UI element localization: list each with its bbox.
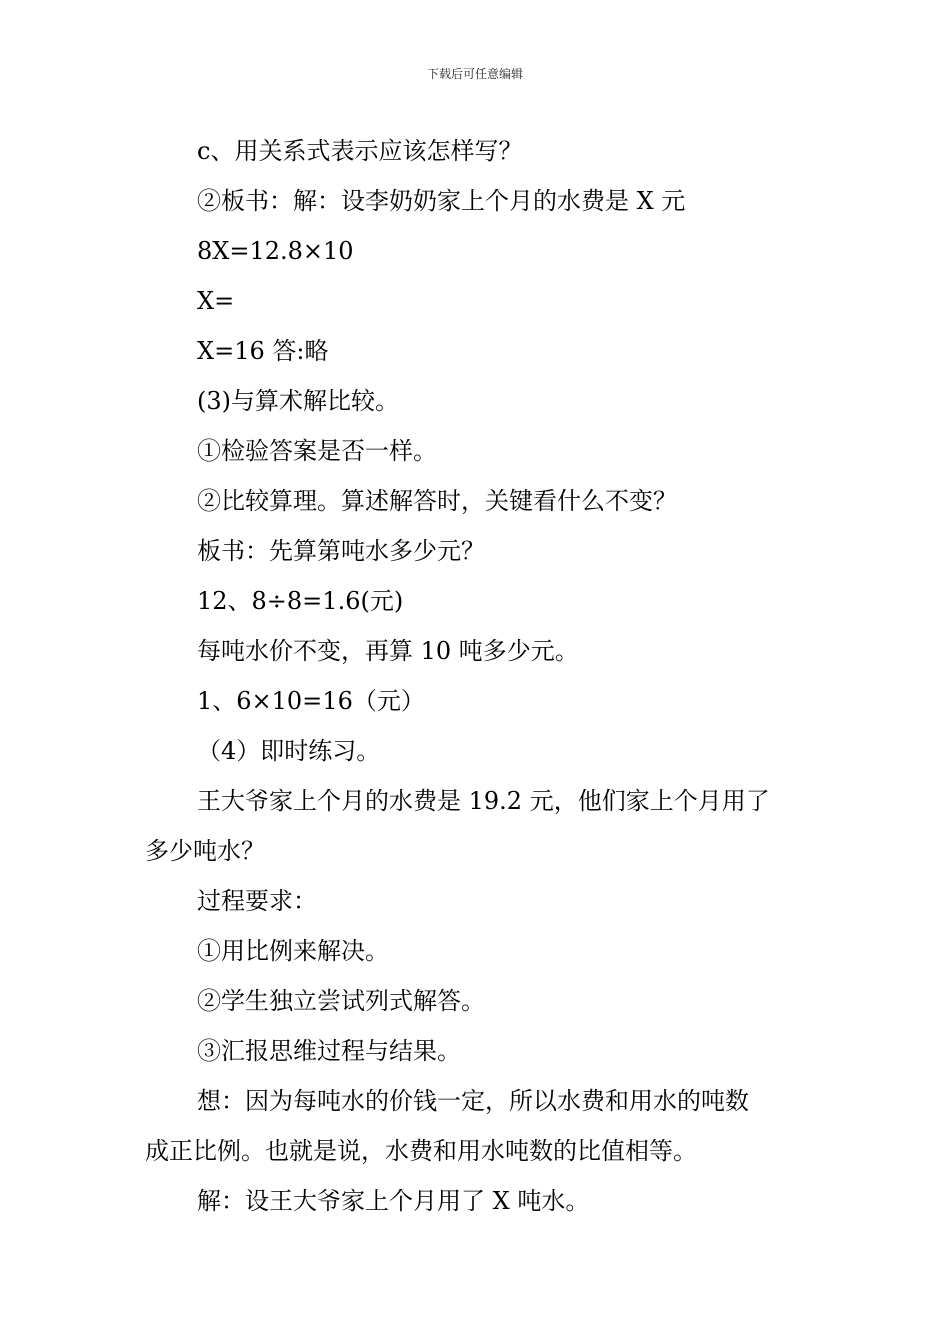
text-line: ③汇报思维过程与结果。 [197, 1037, 461, 1065]
section-heading: (3)与算术解比较。 [197, 387, 399, 415]
equation-line: 12、8÷8=1.6(元) [197, 587, 404, 615]
text-line: 板书：先算第吨水多少元？ [197, 537, 485, 565]
text-line: 每吨水价不变，再算 10 吨多少元。 [197, 637, 579, 665]
text-line: ②学生独立尝试列式解答。 [197, 987, 485, 1015]
text-line: 王大爷家上个月的水费是 19.2 元，他们家上个月用了 [197, 787, 770, 815]
page-header-note: 下载后可任意编辑 [426, 67, 523, 81]
text-line: ①检验答案是否一样。 [197, 437, 437, 465]
text-line: 成正比例。也就是说，水费和用水吨数的比值相等。 [145, 1137, 697, 1165]
text-line: ②比较算理。算述解答时，关键看什么不变？ [197, 487, 677, 515]
text-line: ②板书：解：设李奶奶家上个月的水费是 X 元 [197, 187, 686, 215]
equation-line: 1、6×10=16（元） [197, 687, 425, 715]
text-line: 多少吨水？ [145, 837, 265, 865]
equation-line: X=16 答:略 [197, 337, 329, 365]
text-line: 过程要求： [197, 887, 317, 915]
equation-line: X= [197, 287, 235, 315]
document-body [145, 126, 810, 1226]
text-line: 解：设王大爷家上个月用了 X 吨水。 [197, 1187, 590, 1215]
section-heading: （4）即时练习。 [197, 737, 381, 765]
text-line: ①用比例来解决。 [197, 937, 389, 965]
equation-line: 8X=12.8×10 [197, 237, 354, 265]
text-line: c、用关系式表示应该怎样写？ [197, 137, 523, 165]
text-line: 想：因为每吨水的价钱一定，所以水费和用水的吨数 [197, 1087, 749, 1115]
